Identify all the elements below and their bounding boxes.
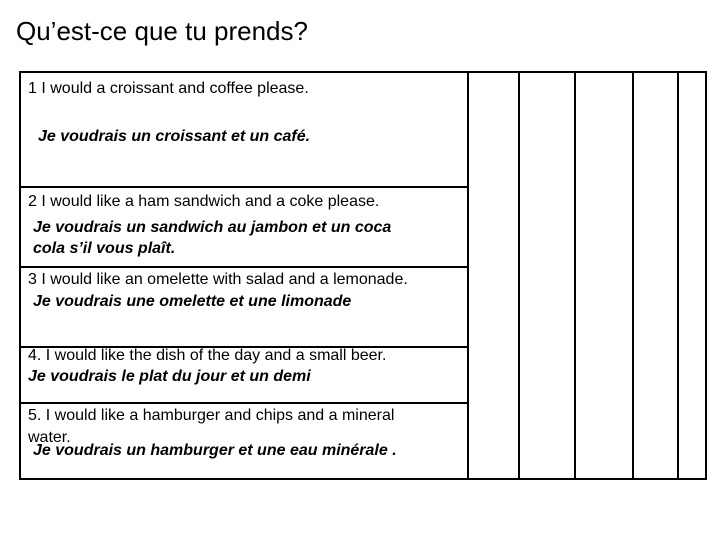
french-translation-2-line-2: cola s’il vous plaît. [33,240,176,257]
french-translation-5: Je voudrais un hamburger et une eau minérale . [33,442,397,459]
english-sentence-1: 1 I would a croissant and coffee please. [28,80,309,97]
column-divider [632,73,634,478]
row-divider [21,266,469,268]
column-divider [574,73,576,478]
english-sentence-5-line-1: 5. I would like a hamburger and chips and a mineral [28,407,395,424]
english-sentence-4: 4. I would like the dish of the day and a small beer. [28,347,387,364]
column-divider [677,73,679,478]
column-divider [467,73,469,478]
french-translation-1: Je voudrais un croissant et un café. [38,128,311,145]
english-sentence-3: 3 I would like an omelette with salad and a lemonade. [28,271,408,288]
french-translation-3: Je voudrais une omelette et une limonade [33,293,352,310]
column-divider [518,73,520,478]
row-divider [21,402,469,404]
english-sentence-5-line-2: water. [28,429,71,446]
row-divider [21,186,469,188]
english-sentence-2: 2 I would like a ham sandwich and a coke please. [28,193,380,210]
page-title: Qu’est-ce que tu prends? [16,16,308,46]
french-translation-2-line-1: Je voudrais un sandwich au jambon et un coca [33,219,392,236]
french-translation-4: Je voudrais le plat du jour et un demi [28,368,311,385]
